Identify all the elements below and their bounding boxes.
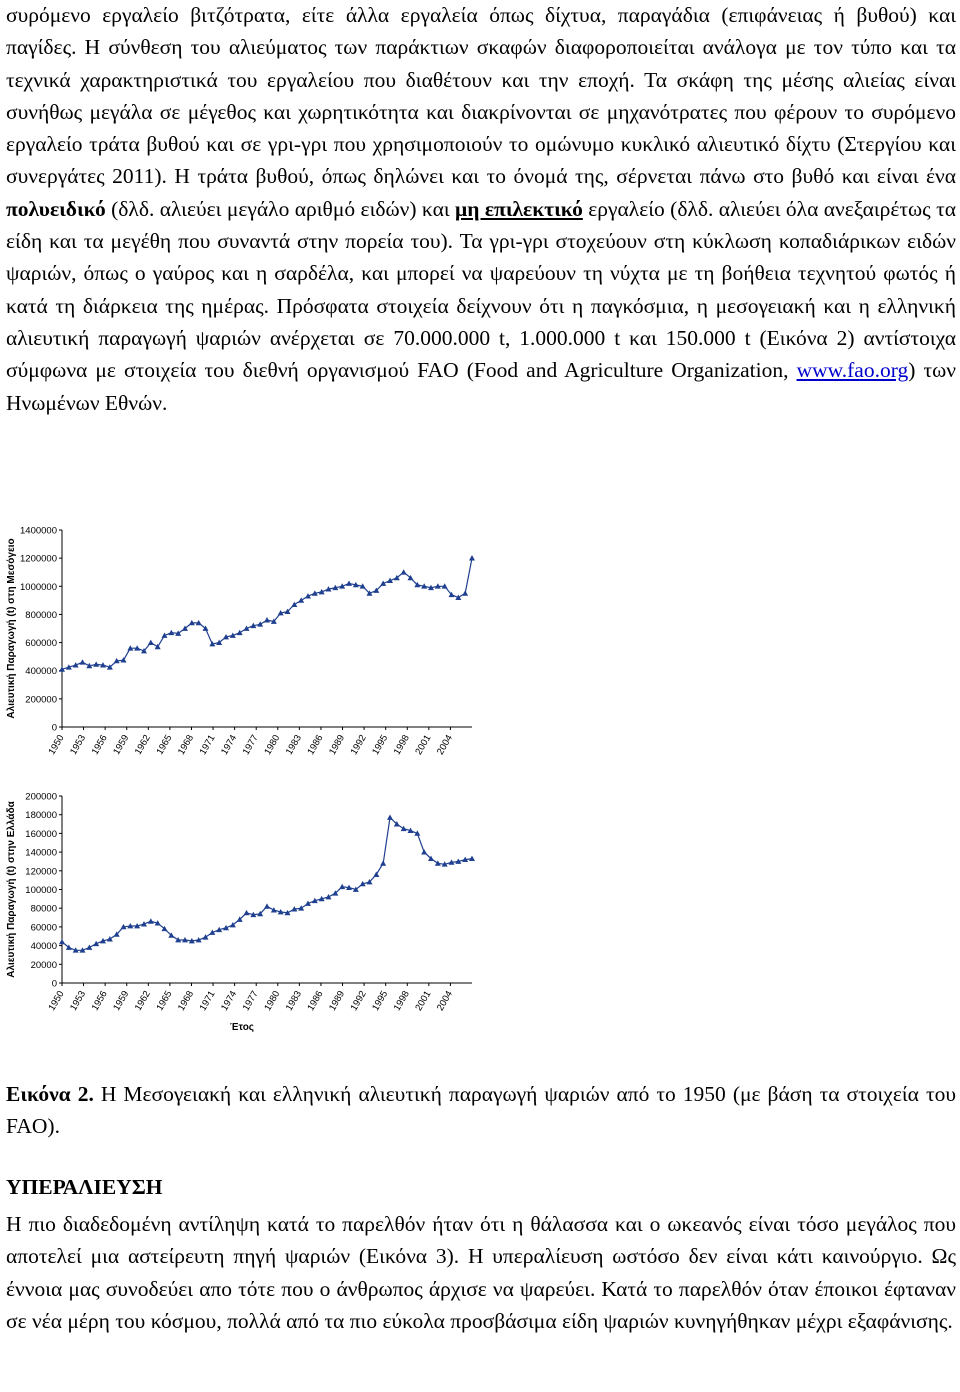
- y-tick-label: 200000: [25, 791, 57, 803]
- data-point-marker: [86, 944, 92, 949]
- data-point-marker: [264, 903, 270, 908]
- data-point-marker: [326, 894, 332, 899]
- x-tick-label: 1995: [370, 989, 391, 1013]
- x-tick-label: 1962: [132, 733, 153, 757]
- data-point-marker: [387, 815, 393, 820]
- x-tick-label: 1950: [46, 989, 67, 1013]
- y-tick-label: 0: [51, 978, 57, 990]
- x-tick-label: 1965: [154, 989, 175, 1013]
- x-tick-label: 2004: [434, 989, 456, 1013]
- x-tick-label: 1956: [89, 989, 110, 1013]
- series-line: [62, 558, 472, 669]
- x-tick-label: 1998: [391, 733, 412, 757]
- y-axis-label: Αλιευτική Παραγωγή (t) στην Ελλάδα: [6, 801, 17, 978]
- x-tick-label: 2004: [434, 733, 456, 757]
- x-tick-label: 1959: [111, 989, 132, 1013]
- x-tick-label: 1998: [391, 989, 412, 1013]
- y-tick-label: 160000: [25, 828, 57, 840]
- x-tick-label: 1983: [283, 989, 304, 1013]
- y-tick-label: 1200000: [20, 553, 57, 565]
- y-tick-label: 140000: [25, 847, 57, 859]
- x-tick-label: 2001: [413, 733, 434, 757]
- x-tick-label: 1953: [68, 733, 89, 757]
- data-point-marker: [421, 849, 427, 854]
- x-tick-label: 1980: [262, 989, 283, 1013]
- data-point-marker: [380, 860, 386, 865]
- section-heading: ΥΠΕΡΑΛΙΕΥΣΗ: [6, 1175, 163, 1199]
- data-point-marker: [148, 640, 154, 645]
- y-tick-label: 80000: [30, 903, 57, 915]
- x-axis-label: Έτος: [229, 1022, 255, 1033]
- y-tick-label: 60000: [30, 922, 57, 934]
- data-point-marker: [107, 936, 113, 941]
- bold-term-mi-epilektiko: μη επιλεκτικό: [455, 196, 583, 221]
- x-tick-label: 1995: [370, 733, 391, 757]
- x-tick-label: 1974: [219, 989, 240, 1013]
- caption-text: Η Μεσογειακή και ελληνική αλιευτική παραγωγή ψαριών από το 1950 (με βάση τα στοιχεία του FAO).: [6, 1082, 956, 1139]
- x-tick-label: 1977: [240, 733, 261, 757]
- caption-label: Εικόνα 2.: [6, 1082, 94, 1106]
- data-point-marker: [148, 918, 154, 923]
- data-point-marker: [373, 872, 379, 877]
- data-point-marker: [271, 907, 277, 912]
- greece-production-chart: [0, 788, 500, 1050]
- body-paragraph: [6, 0, 956, 419]
- x-tick-label: 1968: [175, 733, 197, 757]
- data-point-marker: [203, 934, 209, 939]
- section-paragraph: Η πιο διαδεδομένη αντίληψη κατά το παρελθόν ήταν ότι η θάλασσα και ο ωκεανός είναι τόσο μεγάλος που αποτελεί μια αστείρευτη πηγή ψαριών (Εικόνα 3). Η υπεραλίευση ωστόσο δεν είναι κάτι καινούργιο. Ως έννοια μας συνοδεύει απο τότε που ο άνθρωπος άρχισε να ψαρεύει. Κατά το παρελθόν όταν έποικοι έφταναν σε νέα μέρη του κόσμου, πολλά από τα πιο εύκολα προσβάσιμα είδη ψαριών κυνηγήθηκαν μέχρι εξαφάνισης.: [6, 1212, 956, 1333]
- x-tick-label: 1989: [327, 733, 348, 757]
- y-tick-label: 180000: [25, 810, 57, 822]
- bold-term-polyeidiko: πολυειδικό: [6, 196, 106, 221]
- data-point-marker: [298, 597, 304, 602]
- data-point-marker: [346, 580, 352, 585]
- y-tick-label: 800000: [25, 609, 57, 621]
- data-point-marker: [80, 659, 86, 664]
- greece-chart-svg: [0, 788, 500, 1050]
- y-tick-label: 400000: [25, 666, 57, 678]
- y-tick-label: 600000: [25, 638, 57, 650]
- data-point-marker: [264, 617, 270, 622]
- x-tick-label: 1974: [219, 733, 240, 757]
- fao-link[interactable]: www.fao.org: [796, 358, 909, 383]
- x-tick-label: 1950: [46, 733, 67, 757]
- x-tick-label: 1992: [348, 733, 369, 757]
- series-line: [62, 818, 472, 951]
- data-point-marker: [401, 569, 407, 574]
- y-tick-label: 20000: [30, 959, 57, 971]
- x-tick-label: 1959: [111, 733, 132, 757]
- x-tick-label: 1971: [197, 989, 218, 1013]
- y-tick-label: 200000: [25, 694, 57, 706]
- x-tick-label: 1953: [68, 989, 89, 1013]
- paragraph-text-1: συρόμενο εργαλείο βιτζότρατα, είτε άλλα εργαλεία όπως δίχτυα, παραγάδια (επιφάνειας ή βυθού) και παγίδες. Η σύνθεση του αλιεύματος των παράκτιων σκαφών διαφοροποιείται ανάλογα με τον τύπο και τα τεχνικά χαρακτηριστικά του εργαλείου που διαθέτουν και την εποχή. Τα σκάφη της μέσης αλιείας είναι συνήθως μεγάλα σε μέγεθος και χωρητικότητα και διακρίνονται σε μηχανότρατες που φέρουν το συρόμενο εργαλείο τράτα βυθού και σε γρι-γρι που χρησιμοποιούν το ομώνυμο κυκλικό αλιευτικό δίχτυ (Στεργίου και συνεργάτες 2011). Η τράτα βυθού, όπως δηλώνει και το όνομά της, σέρνεται πάνω στο βυθό και είναι ένα: [6, 3, 956, 189]
- paragraph-text-3: εργαλείο (δλδ. αλιεύει όλα ανεξαιρέτως τα είδη και τα μεγέθη που συναντά στην πορεία του). Τα γρι-γρι στοχεύουν στη κύκλωση κοπαδιάρικων ειδών ψαριών, όπως ο γαύρος και η σαρδέλα, και μπορεί να ψαρεύουν τη νύχτα με τη βοήθεια τεχνητού φωτός ή κατά τη διάρκεια της ημέρας. Πρόσφατα στοιχεία δείχνουν ότι η παγκόσμια, η μεσογειακή και η ελληνική αλιευτική παραγωγή ψαριών ανέρχεται σε 70.000.000 t, 1.000.000 t και 150.000 t (Εικόνα 2) αντίστοιχα σύμφωνα με στοιχεία του διεθνή οργανισμού FAO (Food and Agriculture Organization,: [6, 196, 957, 383]
- y-tick-label: 1000000: [20, 581, 57, 593]
- y-tick-label: 40000: [30, 941, 57, 953]
- y-axis-label: Αλιευτική Παραγωγή (t) στη Μεσόγειο: [6, 538, 17, 719]
- x-tick-label: 1986: [305, 989, 326, 1013]
- x-tick-label: 1989: [327, 989, 348, 1013]
- data-point-marker: [469, 555, 475, 560]
- figure-caption: [6, 1078, 956, 1143]
- mediterranean-production-chart: [0, 520, 500, 780]
- x-tick-label: 1983: [283, 733, 304, 757]
- data-point-marker: [155, 644, 161, 649]
- data-point-marker: [59, 939, 65, 944]
- x-tick-label: 1962: [132, 989, 153, 1013]
- x-tick-label: 1992: [348, 989, 369, 1013]
- x-tick-label: 1956: [89, 733, 110, 757]
- y-tick-label: 100000: [25, 885, 57, 896]
- data-point-marker: [291, 602, 297, 607]
- y-tick-label: 1400000: [20, 525, 57, 537]
- x-tick-label: 2001: [413, 989, 434, 1013]
- x-tick-label: 1968: [175, 989, 197, 1013]
- paragraph-text-2: (δλδ. αλιεύει μεγάλο αριθμό ειδών) και: [105, 196, 456, 221]
- data-point-marker: [257, 621, 263, 626]
- x-tick-label: 1977: [240, 989, 261, 1013]
- data-point-marker: [244, 910, 250, 915]
- x-tick-label: 1965: [154, 733, 175, 757]
- paragraph-text-4: ) των Ηνωμένων Εθνών.: [6, 358, 956, 415]
- x-tick-label: 1980: [262, 733, 283, 757]
- y-tick-label: 120000: [25, 866, 57, 878]
- x-tick-label: 1986: [305, 733, 326, 757]
- data-point-marker: [237, 630, 243, 635]
- data-point-marker: [462, 590, 468, 595]
- data-point-marker: [401, 826, 407, 831]
- mediterranean-chart-svg: [0, 520, 500, 780]
- x-tick-label: 1971: [197, 733, 218, 757]
- y-tick-label: 0: [51, 722, 57, 734]
